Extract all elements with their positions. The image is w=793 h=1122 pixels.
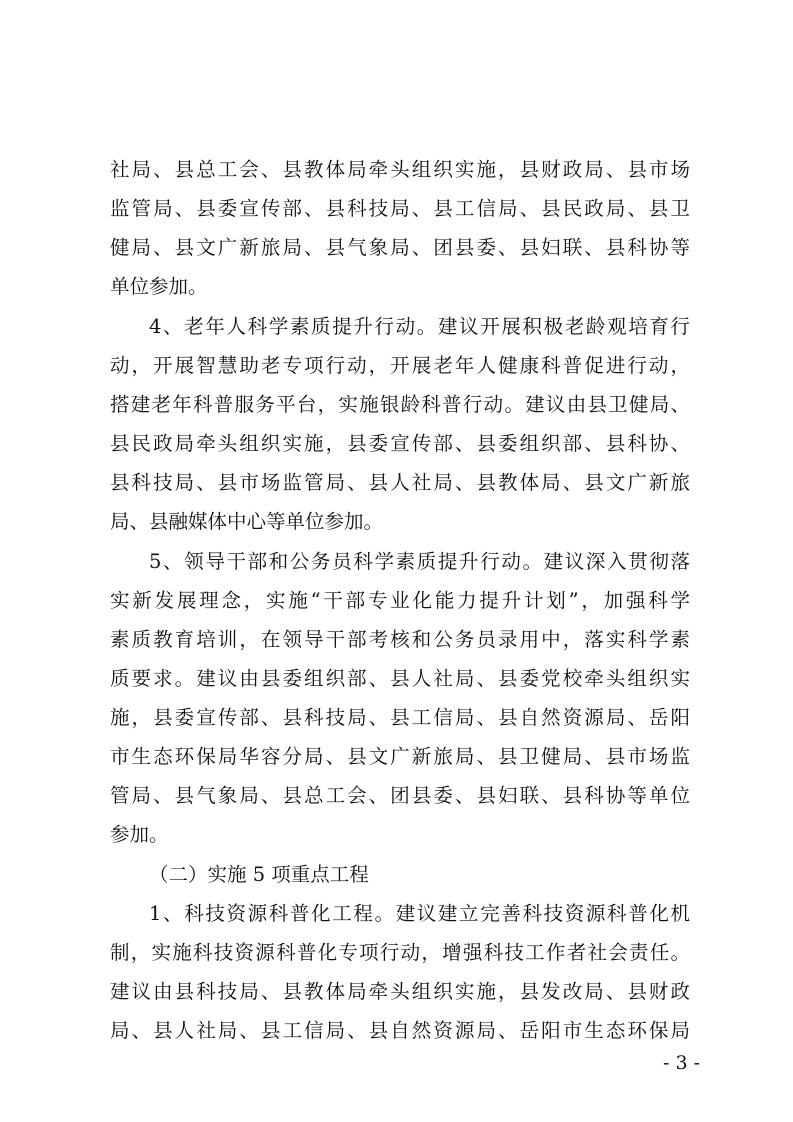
text-line: 施，县委宣传部、县科技局、县工信局、县自然资源局、岳阳 — [110, 706, 690, 729]
text-line: 健局、县文广新旅局、县气象局、团县委、县妇联、县科协等 — [110, 236, 690, 259]
text-line: 制，实施科技资源科普化专项行动，增强科技工作者社会责任。 — [110, 941, 690, 964]
text-line: 建议由县科技局、县教体局牵头组织实施，县发改局、县财政 — [110, 980, 690, 1003]
text-line: 5、领导干部和公务员科学素质提升行动。建议深入贯彻落 — [149, 550, 690, 573]
text-line: 县民政局牵头组织实施，县委宣传部、县委组织部、县科协、 — [110, 432, 690, 455]
text-line: 1、科技资源科普化工程。建议建立完善科技资源科普化机 — [149, 902, 690, 925]
text-line: 质要求。建议由县委组织部、县人社局、县委党校牵头组织实 — [110, 667, 690, 690]
text-line: 管局、县气象局、县总工会、团县委、县妇联、县科协等单位 — [110, 784, 690, 807]
text-line: 县科技局、县市场监管局、县人社局、县教体局、县文广新旅 — [110, 471, 690, 494]
text-line: 动，开展智慧助老专项行动，开展老年人健康科普促进行动， — [110, 354, 690, 377]
text-line: 局、县融媒体中心等单位参加。 — [110, 510, 384, 533]
text-line: 参加。 — [110, 823, 169, 846]
text-line: 市生态环保局华容分局、县文广新旅局、县卫健局、县市场监 — [110, 745, 690, 768]
text-line: 素质教育培训，在领导干部考核和公务员录用中，落实科学素 — [110, 628, 690, 651]
section-heading: （二）实施 5 项重点工程 — [149, 863, 369, 886]
text-line: 实新发展理念，实施“干部专业化能力提升计划”，加强科学 — [110, 589, 690, 612]
text-line: 社局、县总工会、县教体局牵头组织实施，县财政局、县市场 — [110, 158, 690, 181]
text-line: 监管局、县委宣传部、县科技局、县工信局、县民政局、县卫 — [110, 197, 690, 220]
text-line: 局、县人社局、县工信局、县自然资源局、岳阳市生态环保局 — [110, 1019, 690, 1042]
text-line: 搭建老年科普服务平台，实施银龄科普行动。建议由县卫健局、 — [110, 393, 690, 416]
page-number: - 3 - — [662, 1052, 700, 1074]
text-line: 单位参加。 — [110, 275, 208, 298]
text-line: 4、老年人科学素质提升行动。建议开展积极老龄观培育行 — [149, 315, 690, 338]
